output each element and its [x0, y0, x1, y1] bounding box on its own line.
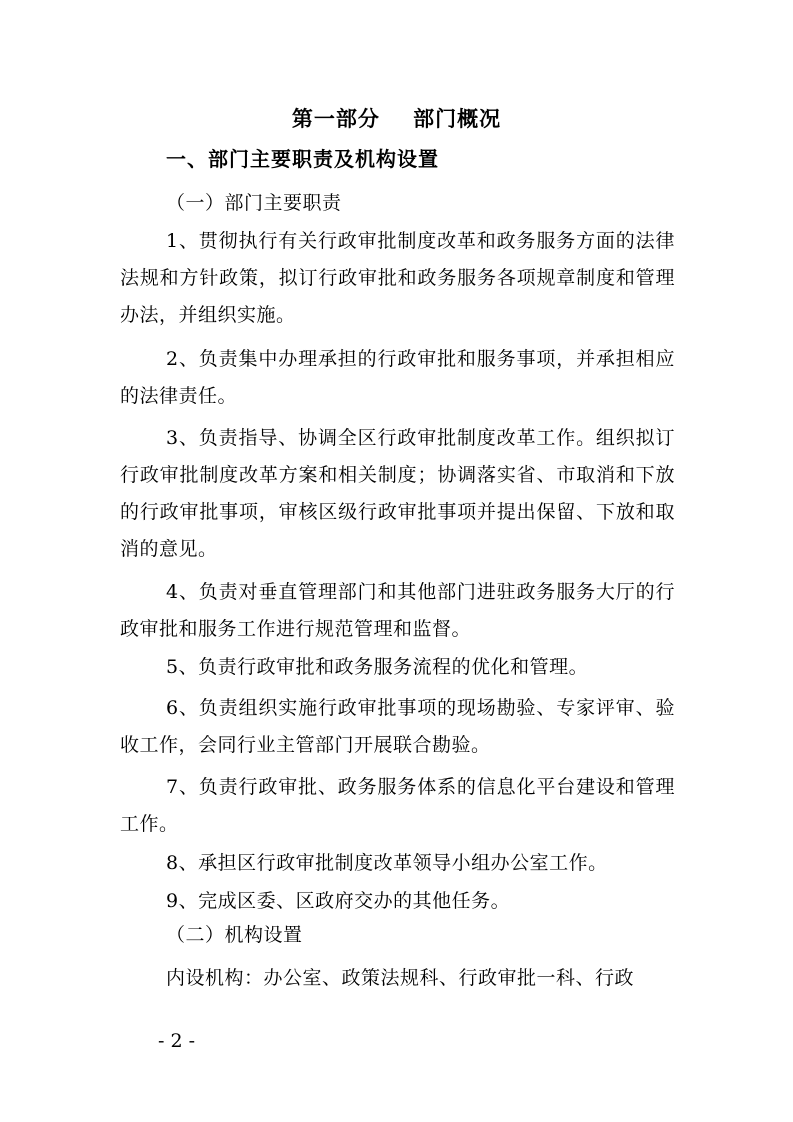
paragraph-item-4: 4、负责对垂直管理部门和其他部门进驻政务服务大厅的行政审批和服务工作进行规范管理和监督。 [120, 581, 675, 640]
paragraph-internal-orgs: 内设机构：办公室、政策法规科、行政审批一科、行政 [166, 967, 635, 989]
paragraph-item-6: 6、负责组织实施行政审批事项的现场勘验、专家评审、验收工作，会同行业主管部门开展联合勘验。 [120, 697, 675, 756]
subsection-title-responsibilities: （一）部门主要职责 [166, 192, 342, 214]
paragraph-item-7: 7、负责行政审批、政务服务体系的信息化平台建设和管理工作。 [120, 776, 675, 835]
page-number: - 2 - [158, 1030, 196, 1052]
paragraph-item-1: 1、贯彻执行有关行政审批制度改革和政务服务方面的法律法规和方针政策，拟订行政审批和政务服务各项规章制度和管理办法，并组织实施。 [120, 230, 675, 326]
subsection-title-organization: （二）机构设置 [166, 924, 303, 946]
part-title: 第一部分 部门概况 [291, 107, 502, 131]
paragraph-item-2: 2、负责集中办理承担的行政审批和服务事项，并承担相应的法律责任。 [120, 348, 675, 407]
paragraph-item-3: 3、负责指导、协调全区行政审批制度改革工作。组织拟订行政审批制度改革方案和相关制度；协调落实省、市取消和下放的行政审批事项，审核区级行政审批事项并提出保留、下放和取消的意见。 [120, 427, 675, 560]
paragraph-item-5: 5、负责行政审批和政务服务流程的优化和管理。 [166, 656, 589, 678]
section-title: 一、部门主要职责及机构设置 [166, 147, 439, 171]
paragraph-item-8: 8、承担区行政审批制度改革领导小组办公室工作。 [166, 852, 608, 874]
paragraph-item-9: 9、完成区委、区政府交办的其他任务。 [166, 890, 511, 912]
